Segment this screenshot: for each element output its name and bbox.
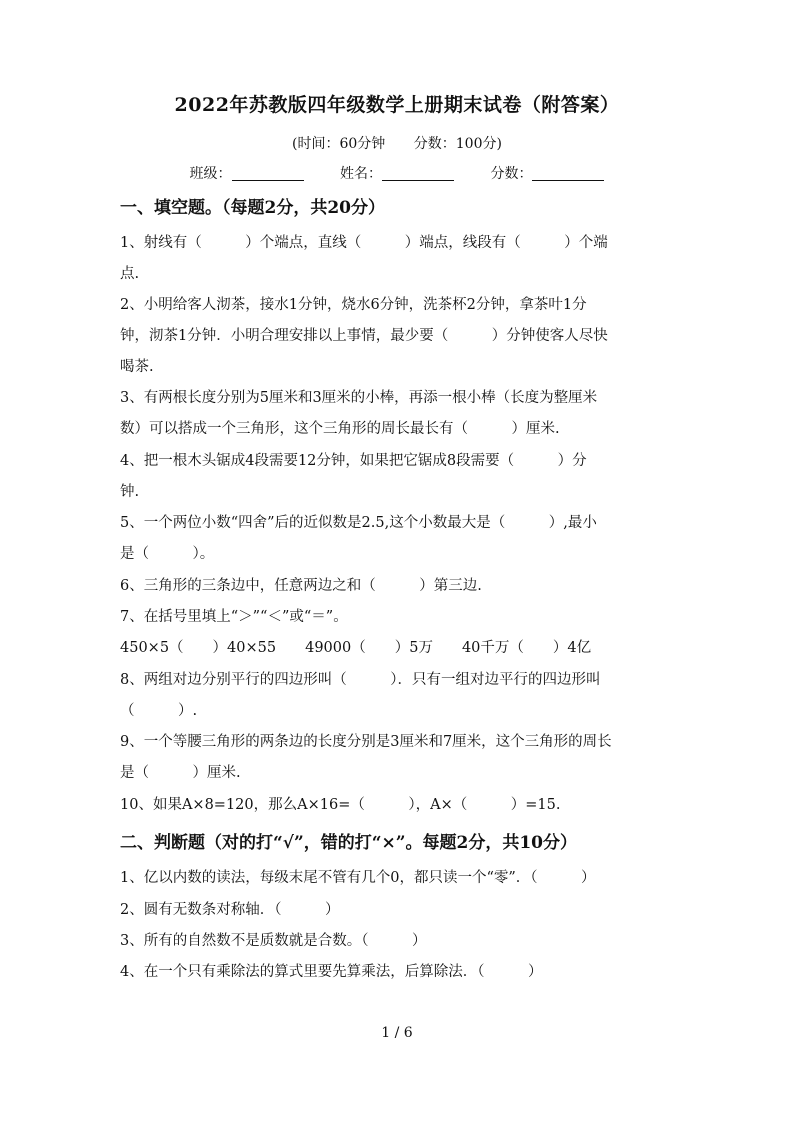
section-heading-fill-in: 一、填空题。（每题2分，共20分） [120,198,385,218]
question-line: 钟. [120,484,140,500]
time-info: (时间：60分钟 [292,136,386,152]
question-line: 4、把一根木头锯成4段需要12分钟，如果把它锯成8段需要（ ）分 [120,453,587,469]
question-line: 2、小明给客人沏茶，接水1分钟，烧水6分钟，洗茶杯2分钟，拿茶叶1分 [120,297,587,313]
score-info: 分数：100分) [413,136,502,152]
question-line: （ ）. [120,703,198,719]
question-line: 8、两组对边分别平行的四边形叫（ ）．只有一组对边平行的四边形叫 [120,672,601,688]
question-line: 2、圆有无数条对称轴．（ ） [120,902,340,918]
question-line: 钟，沏茶1分钟．小明合理安排以上事情，最少要（ ）分钟使客人尽快 [120,328,608,344]
class-blank[interactable] [232,166,304,181]
question-line: 9、一个等腰三角形的两条边的长度分别是3厘米和7厘米，这个三角形的周长 [120,734,612,750]
question-line: 数）可以搭成一个三角形，这个三角形的周长最长有（ ）厘米. [120,421,560,437]
question-line: 10、如果A×8=120，那么A×16=（ ），A×（ ）=15. [120,797,561,813]
name-field [340,163,454,183]
question-line: 是（ ）厘米. [120,765,241,781]
question-line: 7、在括号里填上“＞”“＜”或“＝”。 [120,609,348,625]
score-field [490,163,604,183]
score-label: 分数： [490,166,533,182]
question-line: 是（ ）。 [120,546,215,562]
student-info-row [0,163,794,183]
question-line: 4、在一个只有乘除法的算式里要先算乘法，后算除法．（ ） [120,964,543,980]
question-line: 3、有两根长度分别为5厘米和3厘米的小棒，再添一根小棒（长度为整厘米 [120,390,598,406]
exam-meta [0,133,794,153]
name-label: 姓名： [340,166,382,182]
question-line: 5、一个两位小数“四舍”后的近似数是2.5,这个小数最大是（ ）,最小 [120,515,597,531]
name-blank[interactable] [382,166,454,181]
question-line: 喝茶. [120,359,154,375]
page-number: 1 / 6 [381,1025,413,1041]
class-field [190,163,304,183]
question-line: 1、亿以内数的读法，每级末尾不管有几个0，都只读一个“零”．（ ） [120,870,596,886]
page-title: 2022年苏教版四年级数学上册期末试卷（附答案） [174,94,620,116]
question-line: 1、射线有（ ）个端点，直线（ ）端点，线段有（ ）个端 [120,235,608,251]
score-blank[interactable] [532,166,604,181]
question-line: 450×5（ ）40×55 49000（ ）5万 40千万（ ）4亿 [120,640,592,656]
section-heading-true-false: 二、判断题（对的打“√”，错的打“×”。每题2分，共10分） [120,833,578,853]
question-line: 点. [120,266,140,282]
class-label: 班级： [189,166,232,182]
question-line: 6、三角形的三条边中，任意两边之和（ ）第三边. [120,578,482,594]
question-line: 3、所有的自然数不是质数就是合数。（ ） [120,933,427,949]
